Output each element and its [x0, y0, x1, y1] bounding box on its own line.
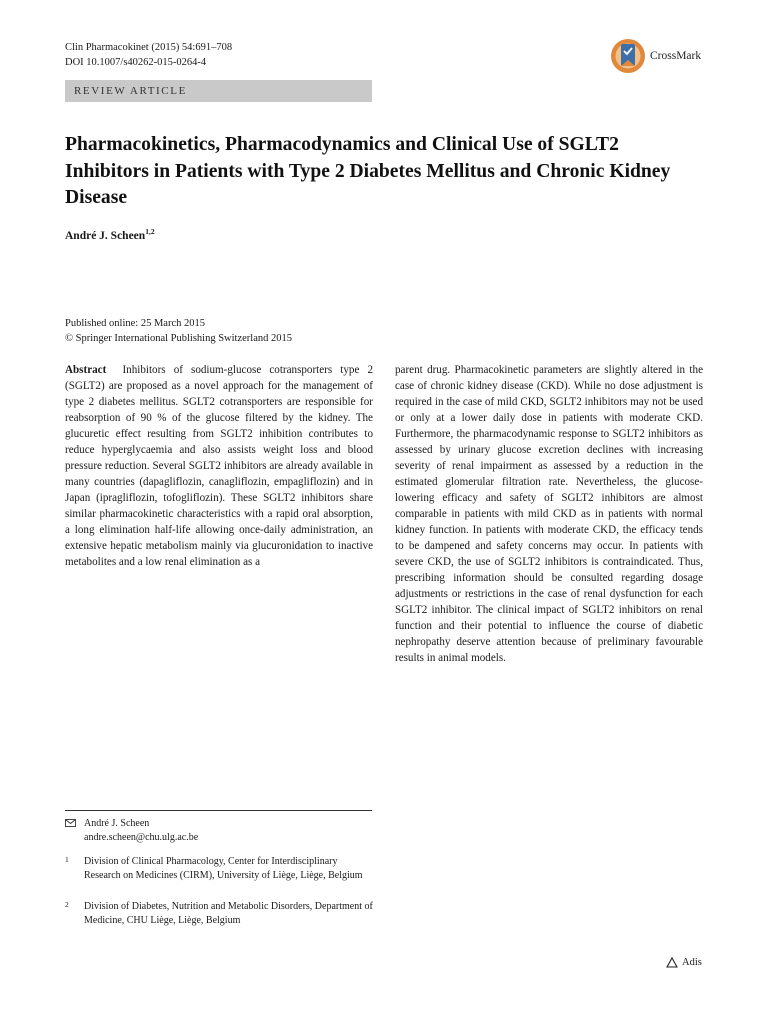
footnote-text: Division of Clinical Pharmacology, Center for Interdisciplinary Research on Medicines (CIRM), University of Liège, Liège, Belgium — [84, 856, 363, 881]
footnote-divider — [65, 810, 372, 811]
publisher-name: Adis — [682, 957, 702, 968]
correspondence-email[interactable]: andre.scheen@chu.ulg.ac.be — [84, 832, 199, 843]
publication-info — [65, 316, 292, 346]
crossmark-label: CrossMark — [650, 50, 702, 62]
abstract-column-right: parent drug. Pharmacokinetic parameters are slightly altered in the case of chronic kidney disease (CKD). While no dose adjustment is required in the case of mild CKD, SGLT2 inhibitors may not be used or only at a lower daily dose in patients with moderate CKD. Furthermore, the pharmacodynamic response to SGLT2 inhibitors as assessed by urinary glucose excretion declines with increasing severity of renal impairment as assessed by a reduction in the estimated glomerular filtration rate. Nevertheless, the glucose-lowering efficacy and safety of SGLT2 inhibitors are almost comparable in patients with mild CKD as in patients with normal kidney function. In patients with moderate CKD, the efficacy tends to be dampened and safety concerns may occur. In patients with severe CKD, the use of SGLT2 inhibitors is contraindicated. Thus, prescribing information should be consulted regarding dosage adjustments or restrictions in the case of renal dysfunction for each SGLT2 inhibitor. The clinical impact of SGLT2 inhibitors on renal function and their potential to influence the course of diabetic nephropathy deserve attention because of preliminary favourable results in animal models. — [395, 364, 703, 664]
envelope-icon — [65, 817, 84, 845]
article-type-label: REVIEW ARTICLE — [65, 80, 372, 102]
footnote-number: 2 — [65, 900, 69, 909]
affiliation-footnote-2 — [65, 900, 375, 928]
correspondence-name: André J. Scheen — [84, 818, 150, 829]
footnote-text: Division of Diabetes, Nutrition and Metabolic Disorders, Department of Medicine, CHU Liège, Liège, Belgium — [84, 901, 373, 926]
article-title: Pharmacokinetics, Pharmacodynamics and Clinical Use of SGLT2 Inhibitors in Patients with Type 2 Diabetes Mellitus and Chronic Kidney Disease — [65, 134, 671, 208]
journal-citation — [65, 40, 232, 70]
abstract-text-left: Inhibitors of sodium-glucose cotransporters type 2 (SGLT2) are proposed as a novel approach for the management of type 2 diabetes mellitus. SGLT2 cotransporters are responsible for reabsorption of 90 % of the glucose filtered by the kidney. The glucuretic effect resulting from SGLT2 inhibition contributes to reduce hyperglycaemia and also assists weight loss and blood pressure reduction. Several SGLT2 inhibitors are already available in many countries (dapagliflozin, canagliflozin, empagliflozin) and in Japan (ipragliflozin, tofogliflozin). These SGLT2 inhibitors share similar pharmacokinetic characteristics with a rapid oral absorption, a long elimination half-life allowing once-daily administration, an extensive hepatic metabolism mainly via glucuronidation to inactive metabolites and a low renal elimination as a — [65, 364, 373, 568]
published-online: Published online: 25 March 2015 — [65, 318, 205, 329]
correspondence — [65, 817, 198, 845]
copyright-line: © Springer International Publishing Switzerland 2015 — [65, 333, 292, 344]
publisher-mark — [666, 957, 702, 968]
author-name[interactable]: André J. Scheen — [65, 229, 146, 242]
doi-line: DOI 10.1007/s40262-015-0264-4 — [65, 57, 207, 68]
adis-triangle-icon — [666, 957, 678, 968]
author-affiliation-marks: 1,2 — [145, 227, 155, 236]
author-line — [65, 227, 155, 242]
affiliation-footnote-1 — [65, 855, 375, 883]
abstract-heading: Abstract — [65, 364, 107, 376]
crossmark-badge[interactable] — [610, 38, 701, 74]
footnote-number: 1 — [65, 855, 69, 864]
crossmark-icon — [610, 38, 646, 74]
abstract-column-left — [65, 362, 373, 570]
journal-line: Clin Pharmacokinet (2015) 54:691–708 — [65, 42, 233, 53]
